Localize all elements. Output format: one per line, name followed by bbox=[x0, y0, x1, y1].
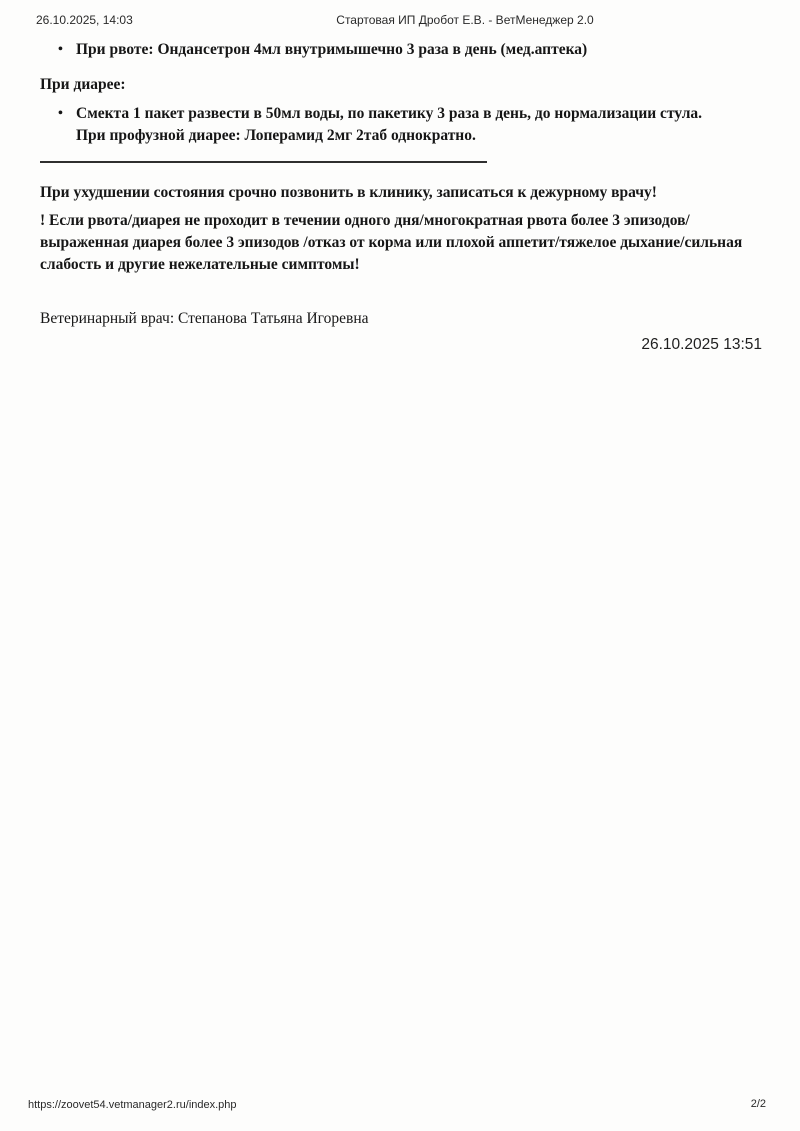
bullet-item-vomit bbox=[58, 39, 708, 61]
vomit-instruction-text: При рвоте: Ондансетрон 4мл внутримышечно 3 раза в день (мед.аптека) bbox=[76, 41, 588, 58]
print-header-title: Стартовая ИП Дробот Е.В. - ВетМенеджер 2.0 bbox=[336, 13, 594, 27]
print-footer-url: https://zoovet54.vetmanager2.ru/index.php bbox=[28, 1099, 237, 1111]
diarrhea-instruction-text: Смекта 1 пакет развести в 50мл воды, по пакетику 3 раза в день, до нормализации стула. При профузной диарее: Лоперамид 2мг 2таб однократно. bbox=[76, 105, 703, 144]
diarrhea-heading: При диарее: bbox=[40, 76, 126, 93]
print-header-datetime: 26.10.2025, 14:03 bbox=[36, 13, 133, 27]
divider-line bbox=[40, 161, 487, 163]
bullet-icon: • bbox=[58, 42, 63, 57]
document-datetime: 26.10.2025 13:51 bbox=[641, 336, 762, 353]
bullet-item-diarrhea bbox=[58, 103, 710, 147]
bullet-icon: • bbox=[58, 106, 63, 121]
warning-symptoms-text: ! Если рвота/диарея не проходит в течении одного дня/многократная рвота более 3 эпизодов/выраженная диарея более 3 эпизодов /отказ от корма или плохой аппетит/тяжелое дыхание/сильная слабость и другие нежелательные симптомы! bbox=[40, 212, 743, 273]
doctor-signature-line: Ветеринарный врач: Степанова Татьяна Игоревна bbox=[40, 310, 369, 327]
print-footer-page-number: 2/2 bbox=[750, 1098, 766, 1110]
warning-call-text: При ухудшении состояния срочно позвонить в клинику, записаться к дежурному врачу! bbox=[40, 184, 657, 201]
